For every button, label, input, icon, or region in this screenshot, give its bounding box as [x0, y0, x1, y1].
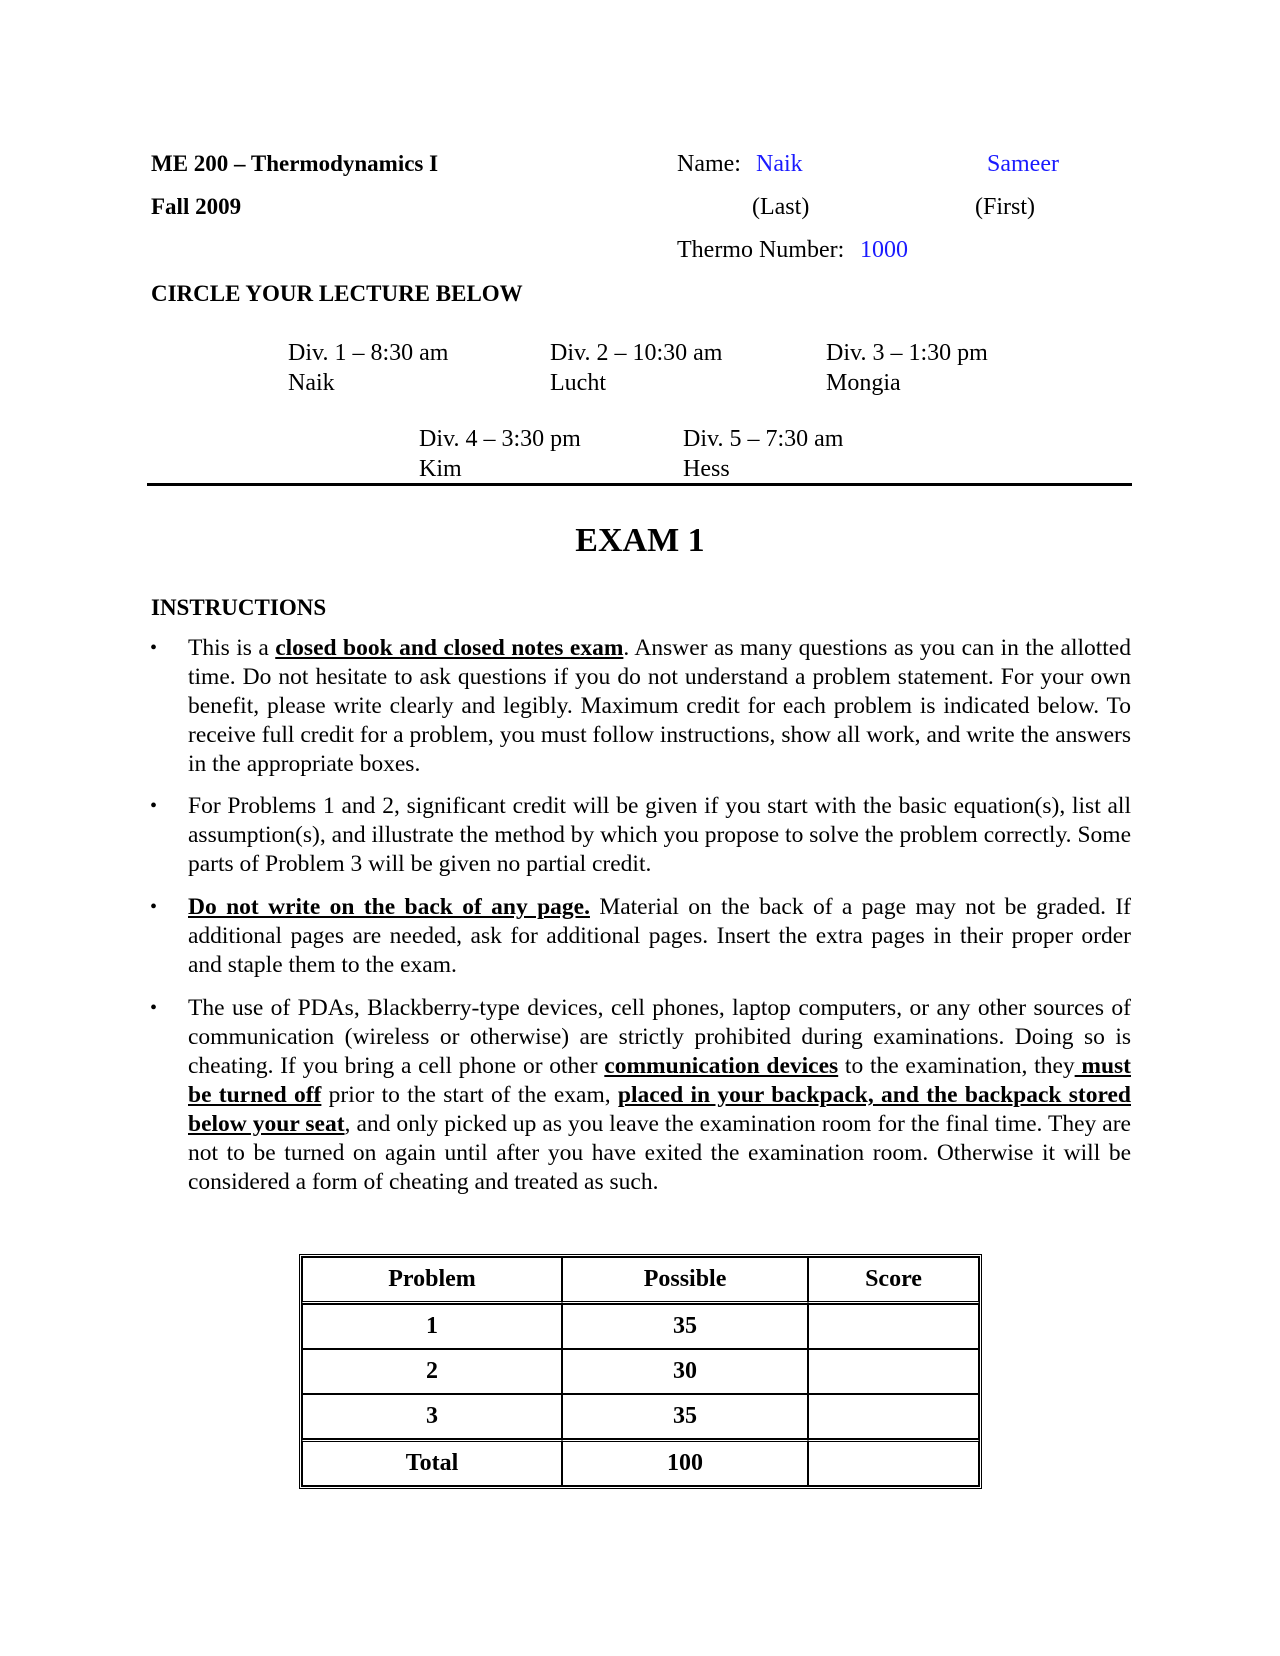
problem-cell: 1 — [302, 1304, 562, 1349]
bullet-icon: • — [150, 896, 158, 918]
lecture-heading: CIRCLE YOUR LECTURE BELOW — [151, 281, 523, 306]
thermo-number-label: Thermo Number: — [677, 237, 845, 263]
division-option-1[interactable] — [288, 338, 448, 398]
column-header-possible: Possible — [562, 1257, 808, 1304]
first-name-caption: (First) — [975, 194, 1035, 220]
header-divider — [147, 483, 1132, 486]
instruction-item-4: The use of PDAs, Blackberry-type devices, cell phones, laptop computers, or any other sources of communication (wireless or otherwise) are strictly prohibited during examinations. Doing so is cheating. If you bring a cell phone or other communication devices to the examination, they must be turned off prior to the start of the exam, placed in your backpack, and the backpack stored below your seat, and only picked up as you leave the examination room for the final time. They are not to be turned on again until after you have exited the examination room. Otherwise it will be considered a form of cheating and treated as such. — [188, 995, 1131, 1195]
table-row — [302, 1349, 979, 1394]
column-header-score: Score — [808, 1257, 979, 1304]
table-header-row — [302, 1257, 979, 1304]
division-option-5[interactable] — [683, 424, 843, 484]
exam-title: EXAM 1 — [575, 522, 705, 559]
division-option-4[interactable] — [419, 424, 581, 484]
division-option-3[interactable] — [826, 338, 988, 398]
instruction-item-1: This is a closed book and closed notes exam. Answer as many questions as you can in the allotted time. Do not hesitate to ask questions if you do not understand a problem statement. For your own benefit, please write clearly and legibly. Maximum credit for each problem is indicated below. To receive full credit for a problem, you must follow instructions, show all work, and write the answers in the appropriate boxes. — [188, 635, 1131, 777]
term: Fall 2009 — [151, 194, 242, 219]
score-cell[interactable] — [808, 1349, 979, 1394]
bullet-icon: • — [150, 795, 158, 817]
thermo-number-value[interactable]: 1000 — [860, 237, 908, 263]
score-cell[interactable] — [808, 1394, 979, 1439]
division-instructor: Kim — [419, 456, 462, 482]
table-total-row — [302, 1439, 979, 1486]
instruction-item-2: For Problems 1 and 2, significant credit will be given if you start with the basic equation(s), list all assumption(s), and illustrate the method by which you propose to solve the problem correctly. Some parts of Problem 3 will be given no partial credit. — [188, 793, 1131, 877]
first-name-value[interactable]: Sameer — [987, 151, 1059, 177]
possible-cell: 35 — [562, 1304, 808, 1349]
bullet-icon: • — [150, 637, 158, 659]
name-label: Name: — [677, 151, 741, 177]
division-time: Div. 2 – 10:30 am — [550, 340, 723, 366]
division-time: Div. 4 – 3:30 pm — [419, 426, 581, 452]
score-table — [299, 1254, 982, 1489]
possible-cell: 35 — [562, 1394, 808, 1439]
total-score-cell[interactable] — [808, 1439, 979, 1486]
problem-cell: 3 — [302, 1394, 562, 1439]
bullet-icon: • — [150, 997, 158, 1019]
total-label-cell: Total — [302, 1439, 562, 1486]
division-time: Div. 3 – 1:30 pm — [826, 340, 988, 366]
total-possible-cell: 100 — [562, 1439, 808, 1486]
division-instructor: Mongia — [826, 370, 901, 396]
column-header-problem: Problem — [302, 1257, 562, 1304]
instruction-item-3: Do not write on the back of any page. Material on the back of a page may not be graded. If additional pages are needed, ask for additional pages. Insert the extra pages in their proper order and staple them to the exam. — [188, 894, 1131, 978]
division-time: Div. 1 – 8:30 am — [288, 340, 449, 366]
division-instructor: Lucht — [550, 370, 606, 396]
score-cell[interactable] — [808, 1304, 979, 1349]
last-name-value[interactable]: Naik — [756, 151, 803, 177]
problem-cell: 2 — [302, 1349, 562, 1394]
last-name-caption: (Last) — [752, 194, 810, 220]
course-title: ME 200 – Thermodynamics I — [151, 151, 439, 176]
division-time: Div. 5 – 7:30 am — [683, 426, 844, 452]
division-option-2[interactable] — [550, 338, 722, 398]
possible-cell: 30 — [562, 1349, 808, 1394]
table-row — [302, 1304, 979, 1349]
division-instructor: Naik — [288, 370, 335, 396]
instructions-heading: INSTRUCTIONS — [151, 595, 327, 620]
division-instructor: Hess — [683, 456, 730, 482]
table-row — [302, 1394, 979, 1439]
